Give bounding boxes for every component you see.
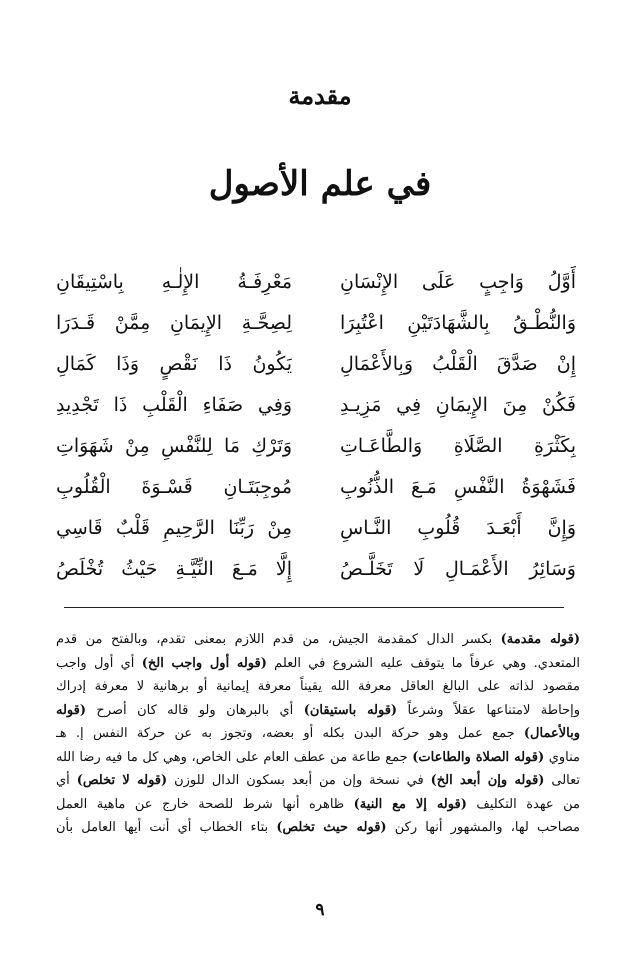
- verse-second-hemistich: مُوجِبَتَـانِ قَسْـوَةَ الْقُلُوبِ: [56, 476, 292, 498]
- commentary-line: [56, 675, 580, 699]
- commentary-line: [56, 746, 580, 770]
- verse-first-hemistich: بِكَثْرَةِ الصَّلَاةِ وَالطَّاعَـاتِ: [340, 435, 576, 457]
- verse-second-hemistich: وَفِي صَفَاءِ الْقَلْبِ ذَا تَجْدِيدِ: [56, 394, 292, 416]
- verse-first-hemistich: وَإِنَّ أَبْعَـدَ قُلُوبِ النَّـاسِ: [340, 517, 576, 539]
- verse-line: [56, 262, 576, 303]
- commentary-line: [56, 722, 580, 746]
- commentary-line: [56, 652, 580, 676]
- verse-line: [56, 508, 576, 549]
- commentary-text: ظاهره أنها شرط للصحة خارج عن ماهية العمل: [56, 796, 354, 812]
- verse-first-hemistich: وَسَائِرُ الأَعْمَـالِ لَا تَخَلَّـصُ: [340, 558, 576, 580]
- section-title: مقدمة: [288, 81, 352, 110]
- verse-first-hemistich: إِنْ صَدَّقَ الْقَلْبُ وَبِالأَعْمَالِ: [340, 353, 576, 375]
- commentary-text: أي أول واجب: [56, 655, 142, 671]
- commentary-text: بكسر الدال كمقدمة الجيش، من قدم اللازم بمعنى تقدم، وبالفتح من قدم: [56, 632, 501, 647]
- commentary-quote: (قوله إلا مع النية): [353, 796, 467, 812]
- commentary-quote: (قوله لا تخلص): [76, 773, 168, 788]
- poem-verses: [56, 262, 576, 590]
- commentary-footnotes: [56, 628, 580, 840]
- commentary-text: أي: [56, 773, 77, 788]
- commentary-quote: (قوله حيث تخلص): [276, 820, 387, 835]
- commentary-text: بتاء الخطاب أي أنت أيها العامل بأن: [56, 820, 277, 835]
- commentary-line: [56, 699, 580, 723]
- commentary-quote: (قوله باستيقان): [303, 702, 398, 718]
- commentary-text: مناوي: [544, 749, 580, 765]
- verse-line: [56, 467, 576, 508]
- commentary-text: أي بالبرهان ولو قاله كان أصرح: [86, 702, 304, 718]
- commentary-text: مقصود لذاته على البالغ العاقل معرفة الله يقيناً معرفة إيمانية أو برهانية لا معرفة إدراك: [56, 679, 580, 694]
- commentary-line: [56, 628, 580, 652]
- footnote-divider: [64, 607, 564, 608]
- verse-first-hemistich: أَوَّلُ وَاجِبٍ عَلَى الإِنْسَانِ: [340, 271, 576, 293]
- commentary-text: وإحاطة لامتناعها عقلاً وشرعاً: [397, 702, 580, 718]
- commentary-text: تعالى: [544, 773, 580, 788]
- verse-second-hemistich: وَتَرْكِ مَا لِلنَّفْسِ مِنْ شَهَوَاتِ: [56, 435, 292, 457]
- book-title: في علم الأصول: [208, 164, 432, 204]
- verse-second-hemistich: إِلَّا مَـعَ النِّيَّـةِ حَيْثُ تُخْلَصُ: [56, 558, 292, 580]
- verse-second-hemistich: مَعْرِفَـةُ الإِلٰـهِ بِاسْتِيقَانِ: [56, 271, 292, 293]
- verse-second-hemistich: يَكُونُ ذَا نَقْصٍ وَذَا كَمَالِ: [56, 353, 292, 375]
- commentary-text: المتعدي. وهي عرفاً ما يتوقف عليه الشروع في العلم: [266, 655, 580, 671]
- commentary-text: في نسخة وإن من أبعد بسكون الدال للوزن: [167, 773, 431, 788]
- verse-line: [56, 549, 576, 590]
- verse-line: [56, 426, 576, 467]
- commentary-quote: وبالأعمال): [523, 726, 580, 741]
- commentary-text: من عهدة التكليف: [466, 796, 580, 812]
- commentary-text: جمع عمل وهو حركة البدن بكله أو بعضه، وتجوز به عن حركة النفس إ. هـ: [56, 726, 524, 741]
- commentary-quote: (قوله مقدمة): [500, 632, 580, 647]
- verse-line: [56, 344, 576, 385]
- commentary-quote: (قوله وإن أبعد الخ): [430, 773, 545, 788]
- commentary-line: [56, 816, 580, 840]
- verse-line: [56, 385, 576, 426]
- verse-second-hemistich: لِصِحَّـةِ الإِيمَانِ مِمَّنْ قَـدَرَا: [56, 312, 292, 334]
- commentary-line: [56, 793, 580, 817]
- verse-second-hemistich: مِنْ رَبِّنَا الرَّحِيمِ قَلْبٌ قَاسِي: [56, 517, 292, 539]
- page-number: ٩: [315, 900, 325, 920]
- commentary-line: [56, 769, 580, 793]
- verse-first-hemistich: فَشَهْوَةُ النَّفْسِ مَـعَ الذُّنُوبِ: [340, 476, 576, 498]
- commentary-quote: (قوله الصلاة والطاعات): [412, 749, 545, 765]
- verse-first-hemistich: فَكُنْ مِنَ الإِيمَانِ فِي مَزِيـدِ: [340, 394, 576, 416]
- verse-first-hemistich: وَالنُّطْـقُ بِالشَّهَادَتَيْنِ اعْتُبِرَا: [340, 312, 576, 334]
- commentary-text: مصاحب لها، والمشهور أنها ركن: [386, 820, 580, 835]
- verse-line: [56, 303, 576, 344]
- commentary-text: جمع طاعة من عطف العام على الخاص، وهي كل ما فيه رضا الله: [56, 749, 413, 765]
- commentary-quote: (قوله: [56, 702, 87, 718]
- commentary-quote: (قوله أول واجب الخ): [141, 655, 267, 671]
